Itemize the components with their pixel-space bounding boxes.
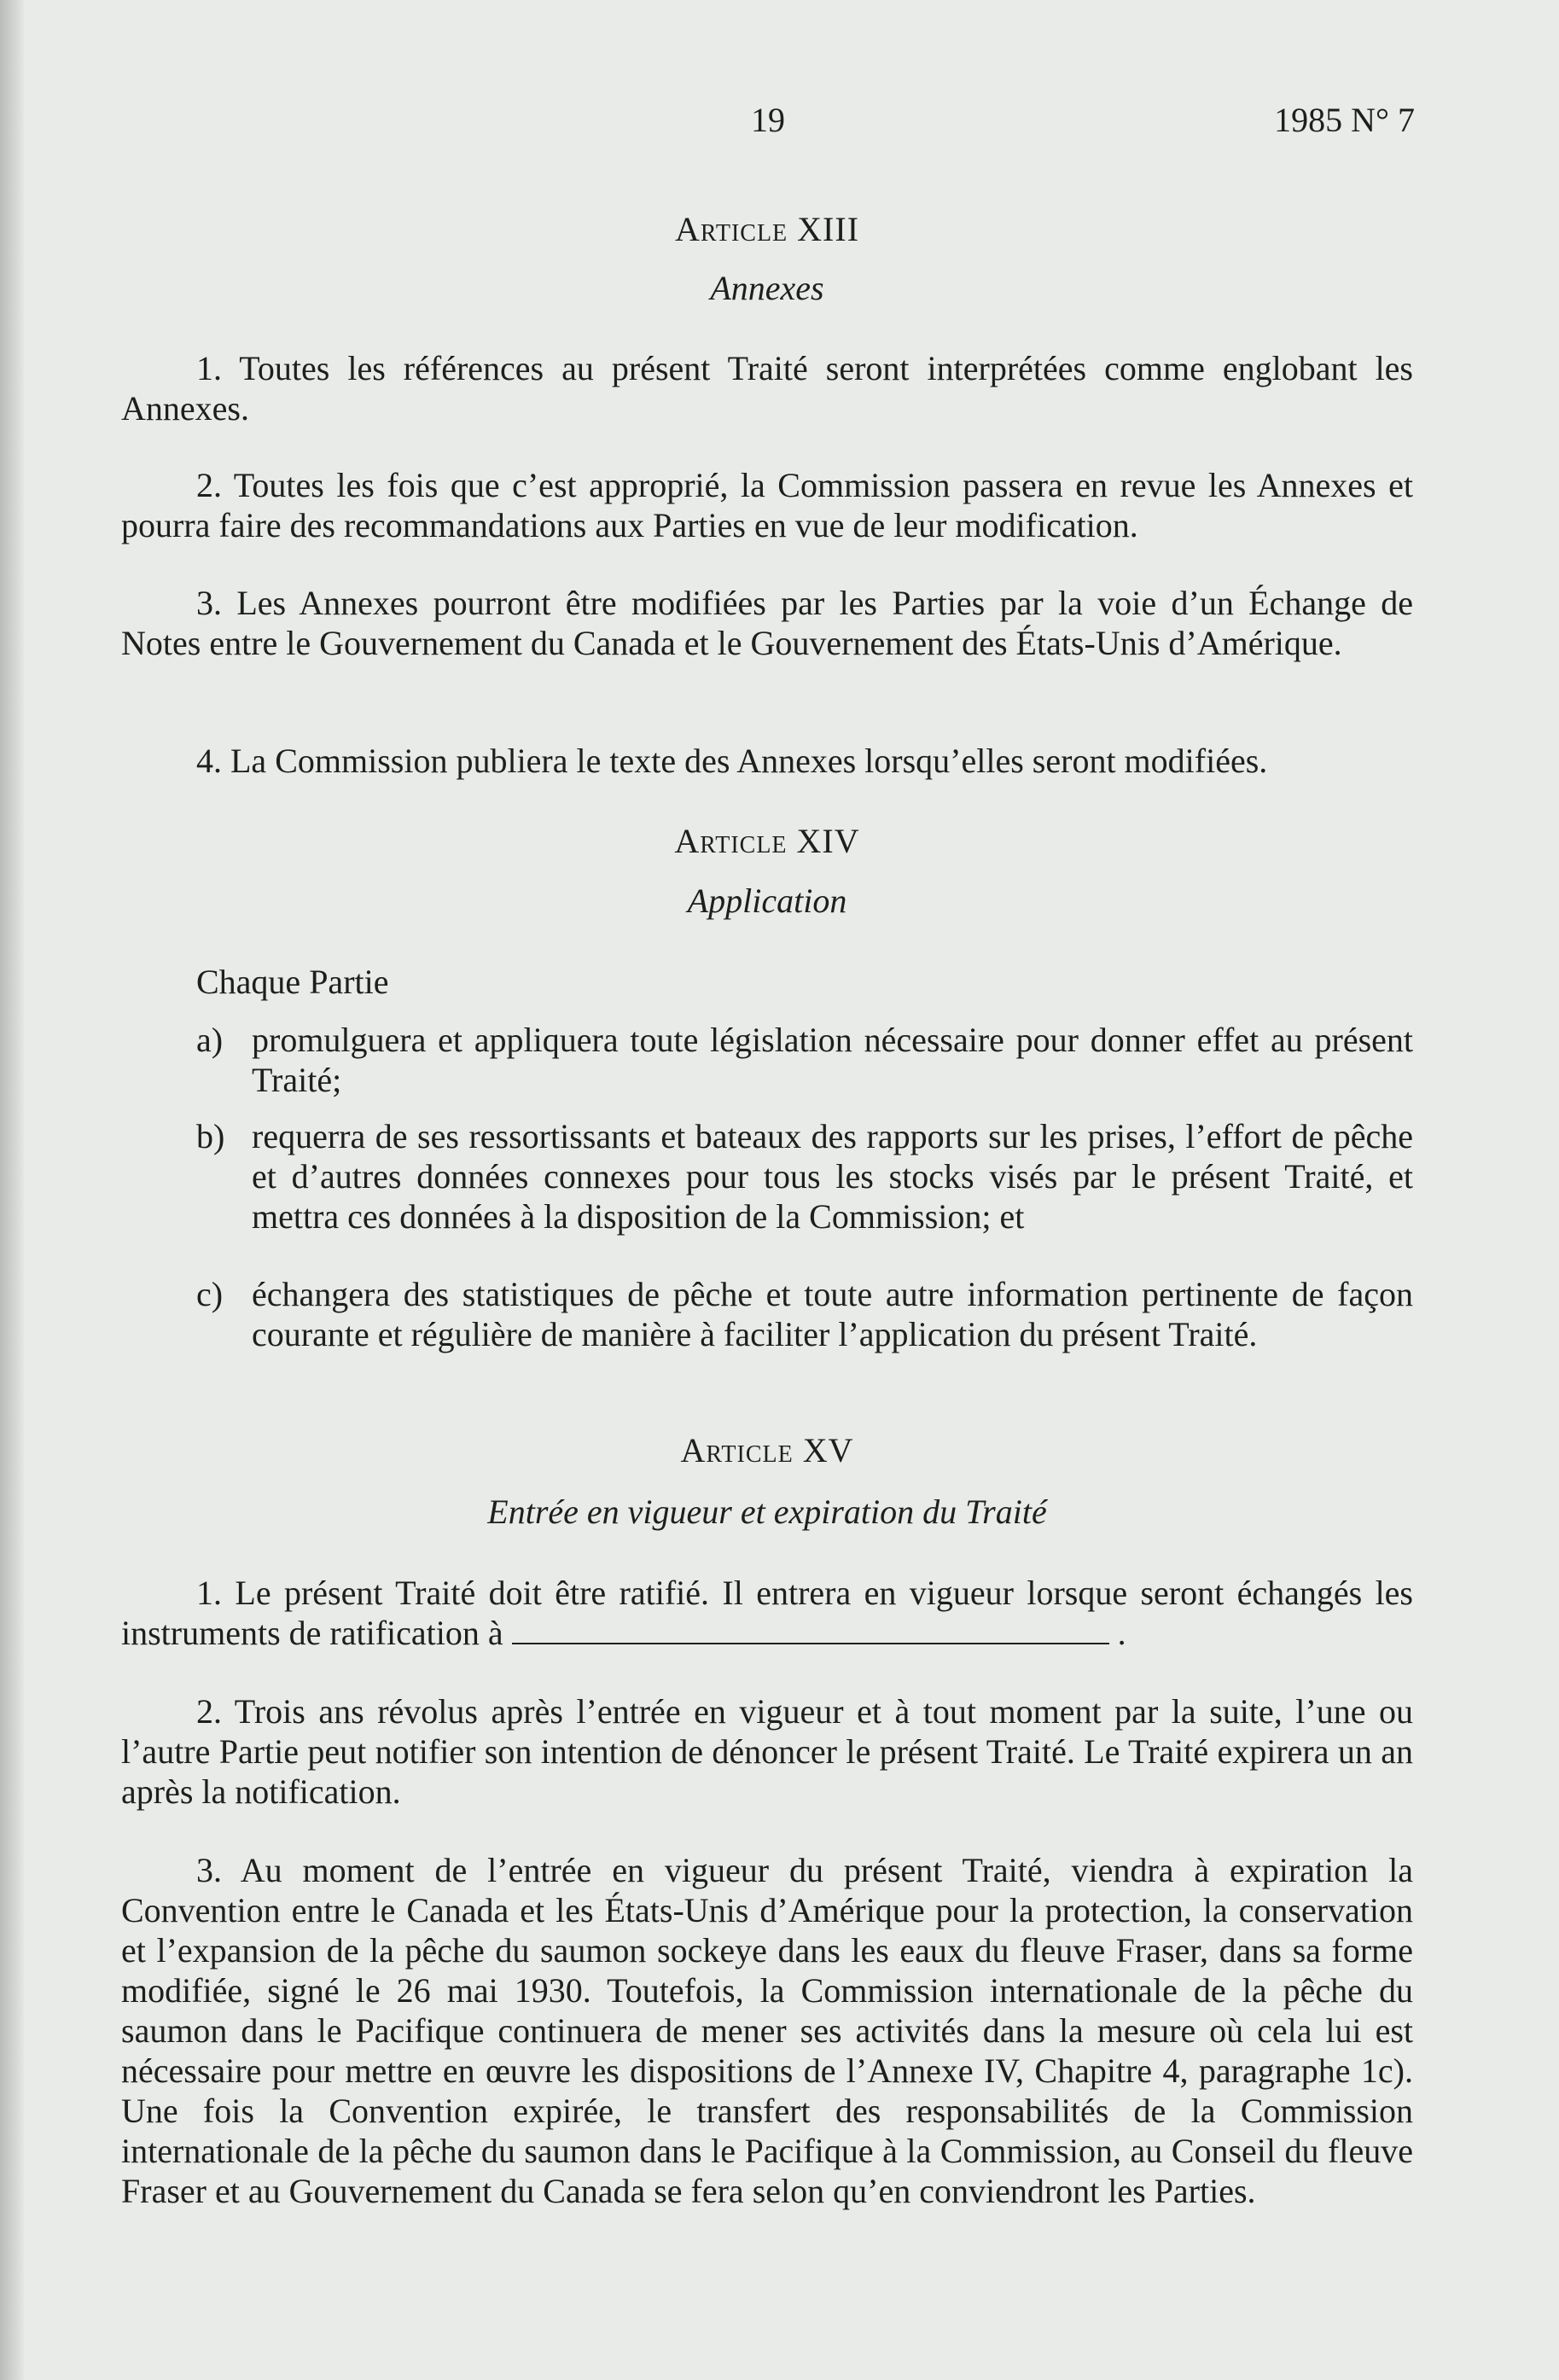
article-15-subtitle: Entrée en vigueur et expiration du Traité <box>487 1493 1047 1531</box>
list-item <box>121 1274 1413 1354</box>
list-item <box>121 1020 1413 1100</box>
article-14-subtitle: Application <box>687 882 847 920</box>
article-15-title: Article XV <box>680 1431 854 1469</box>
article-15-paragraph-1 <box>121 1573 1413 1653</box>
page-number: 19 <box>751 101 785 139</box>
list-item <box>121 1116 1413 1237</box>
list-item-text: promulguera et appliquera toute législation nécessaire pour donner effet au présent Traité; <box>252 1021 1413 1099</box>
article-13-paragraph-1: 1. Toutes les références au présent Traité seront interprétées comme englobant les Annexes. <box>121 349 1413 428</box>
list-item-letter: a) <box>196 1021 224 1059</box>
article-13-paragraph-4: 4. La Commission publiera le texte des Annexes lorsqu’elles seront modifiées. <box>196 742 1268 780</box>
list-item-letter: b) <box>196 1117 225 1155</box>
article-14-intro: Chaque Partie <box>196 963 389 1001</box>
article-15-paragraph-2: 2. Trois ans révolus après l’entrée en vigueur et à tout moment par la suite, l’une ou l’autre Partie peut notifier son intention de dénoncer le présent Traité. Le Traité expirera un an après la notification. <box>121 1692 1413 1811</box>
ratification-place-blank <box>512 1617 1109 1644</box>
list-item-text: échangera des statistiques de pêche et toute autre information pertinente de façon courante et régulière de manière à faciliter l’application du présent Traité. <box>252 1275 1413 1353</box>
page-edge-shadow <box>0 0 24 2380</box>
article-13-subtitle: Annexes <box>710 269 824 307</box>
article-15-paragraph-1-text: 1. Le présent Traité doit être ratifié. Il entrera en vigueur lorsque seront échangés les instruments de ratification à <box>121 1574 1413 1652</box>
article-15-paragraph-1-end: . <box>1117 1614 1126 1652</box>
list-item-letter: c) <box>196 1275 224 1313</box>
article-15-paragraph-3: 3. Au moment de l’entrée en vigueur du présent Traité, viendra à expiration la Convention entre le Canada et les États-Unis d’Amérique pour la protection, la conservation et l’expansion de la pêche du saumon sockeye dans les eaux du fleuve Fraser, dans sa forme modifiée, signé le 26 mai 1930. Toutefois, la Commission internationale de la pêche du saumon dans le Pacifique continuera de mener ses activités dans la mesure où cela lui est nécessaire pour mettre en œuvre les dispositions de l’Annexe IV, Chapitre 4, paragraphe 1c). Une fois la Convention expirée, le transfert des responsabilités de la Commission internationale de la pêche du saumon dans le Pacifique à la Commission, au Conseil du fleuve Fraser et au Gouvernement du Canada se fera selon qu’en conviendront les Parties. <box>121 1851 1413 2210</box>
article-14-title: Article XIV <box>674 822 860 860</box>
article-13-title: Article XIII <box>674 210 860 248</box>
article-13-paragraph-2: 2. Toutes les fois que c’est approprié, la Commission passera en revue les Annexes et pourra faire des recommandations aux Parties en vue de leur modification. <box>121 466 1413 544</box>
article-13-paragraph-3: 3. Les Annexes pourront être modifiées par les Parties par la voie d’un Échange de Notes entre le Gouvernement du Canada et le Gouvernement des États-Unis d’Amérique. <box>121 584 1413 662</box>
document-number: 1985 N° 7 <box>1274 101 1415 139</box>
list-item-text: requerra de ses ressortissants et bateaux des rapports sur les prises, l’effort de pêche et d’autres données connexes pour tous les stocks visés par le présent Traité, et mettra ces données à la disposition de la Commission; et <box>252 1117 1413 1236</box>
